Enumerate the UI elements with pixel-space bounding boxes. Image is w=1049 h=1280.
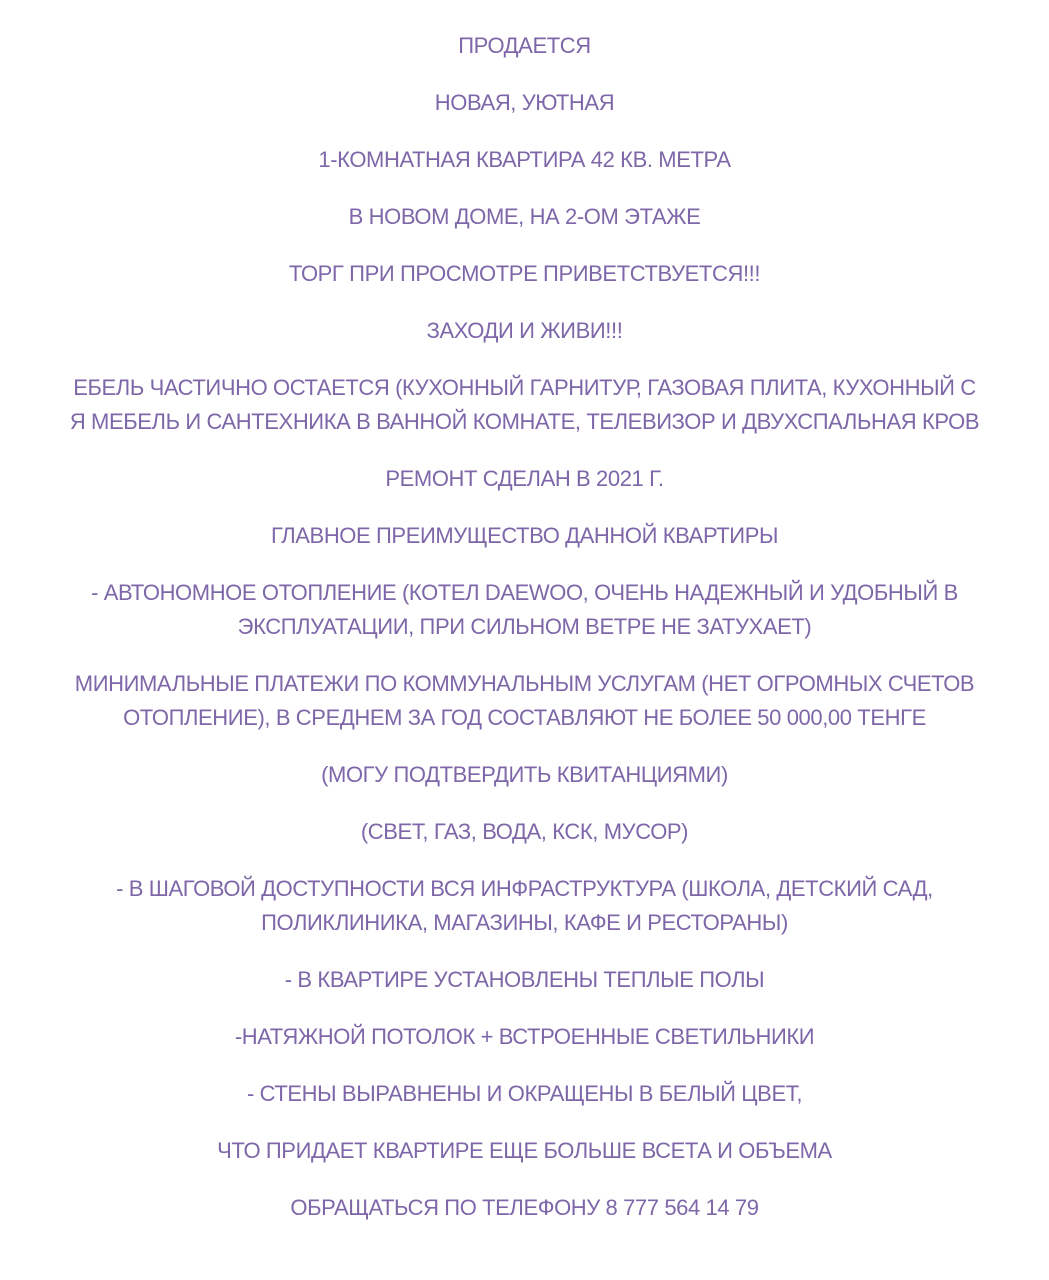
text-line: ПРОДАЕТСЯ <box>458 33 591 58</box>
text-line: ОТОПЛЕНИЕ), В СРЕДНЕМ ЗА ГОД СОСТАВЛЯЮТ НЕ БОЛЕЕ 50 000,00 ТЕНГЕ <box>123 705 926 730</box>
phone-text: ОБРАЩАТЬСЯ ПО ТЕЛЕФОНУ 8 777 564 14 79 <box>290 1195 759 1220</box>
paragraph <box>0 371 1049 439</box>
text-line: - В ШАГОВОЙ ДОСТУПНОСТИ ВСЯ ИНФРАСТРУКТУРА (ШКОЛА, ДЕТСКИЙ САД, <box>116 876 933 901</box>
text-line: (СВЕТ, ГАЗ, ВОДА, КСК, МУСОР) <box>360 819 689 844</box>
paragraph <box>0 314 1049 348</box>
text-line: ТОРГ ПРИ ПРОСМОТРЕ ПРИВЕТСТВУЕТСЯ!!! <box>288 261 761 286</box>
paragraph <box>0 462 1049 496</box>
text-line: РЕМОНТ СДЕЛАН В 2021 Г. <box>385 466 664 491</box>
text-line: В НОВОМ ДОМЕ, НА 2-ОМ ЭТАЖЕ <box>348 204 701 229</box>
text-line: Я МЕБЕЛЬ И САНТЕХНИКА В ВАННОЙ КОМНАТЕ, ТЕЛЕВИЗОР И ДВУХСПАЛЬНАЯ КРОВ <box>69 409 980 434</box>
paragraph <box>0 519 1049 553</box>
text-line: 1-КОМНАТНАЯ КВАРТИРА 42 КВ. МЕТРА <box>318 147 731 172</box>
paragraph-contact <box>0 1191 1049 1225</box>
text-line: - СТЕНЫ ВЫРАВНЕНЫ И ОКРАЩЕНЫ В БЕЛЫЙ ЦВЕТ, <box>246 1081 803 1106</box>
paragraph <box>0 667 1049 735</box>
paragraph <box>0 758 1049 792</box>
paragraph <box>0 963 1049 997</box>
paragraph <box>0 872 1049 940</box>
text-line: МИНИМАЛЬНЫЕ ПЛАТЕЖИ ПО КОММУНАЛЬНЫМ УСЛУГАМ (НЕТ ОГРОМНЫХ СЧЕТОВ <box>74 671 975 696</box>
text-line: ЭКСПЛУАТАЦИИ, ПРИ СИЛЬНОМ ВЕТРЕ НЕ ЗАТУХАЕТ) <box>237 614 812 639</box>
text-line: ГЛАВНОЕ ПРЕИМУЩЕСТВО ДАННОЙ КВАРТИРЫ <box>270 523 779 548</box>
paragraph <box>0 86 1049 120</box>
text-line: - АВТОНОМНОЕ ОТОПЛЕНИЕ (КОТЕЛ DAEWOO, ОЧЕНЬ НАДЕЖНЫЙ И УДОБНЫЙ В <box>91 580 958 605</box>
text-line: НОВАЯ, УЮТНАЯ <box>434 90 615 115</box>
text-line: (МОГУ ПОДТВЕРДИТЬ КВИТАНЦИЯМИ) <box>321 762 728 787</box>
paragraph <box>0 1134 1049 1168</box>
paragraph <box>0 257 1049 291</box>
paragraph-heading <box>0 29 1049 63</box>
paragraph <box>0 1020 1049 1054</box>
paragraph <box>0 143 1049 177</box>
paragraph <box>0 1077 1049 1111</box>
paragraph <box>0 576 1049 644</box>
listing-text <box>0 29 1049 1248</box>
text-line: -НАТЯЖНОЙ ПОТОЛОК + ВСТРОЕННЫЕ СВЕТИЛЬНИКИ <box>234 1024 815 1049</box>
paragraph <box>0 815 1049 849</box>
text-line: ЧТО ПРИДАЕТ КВАРТИРЕ ЕЩЕ БОЛЬШЕ ВСЕТА И ОБЪЕМА <box>217 1138 832 1163</box>
text-line: ЗАХОДИ И ЖИВИ!!! <box>426 318 623 343</box>
paragraph <box>0 200 1049 234</box>
text-line: ПОЛИКЛИНИКА, МАГАЗИНЫ, КАФЕ И РЕСТОРАНЫ) <box>261 910 788 935</box>
text-line: ЕБЕЛЬ ЧАСТИЧНО ОСТАЕТСЯ (КУХОННЫЙ ГАРНИТУР, ГАЗОВАЯ ПЛИТА, КУХОННЫЙ С <box>73 375 976 400</box>
text-line: - В КВАРТИРЕ УСТАНОВЛЕНЫ ТЕПЛЫЕ ПОЛЫ <box>284 967 765 992</box>
